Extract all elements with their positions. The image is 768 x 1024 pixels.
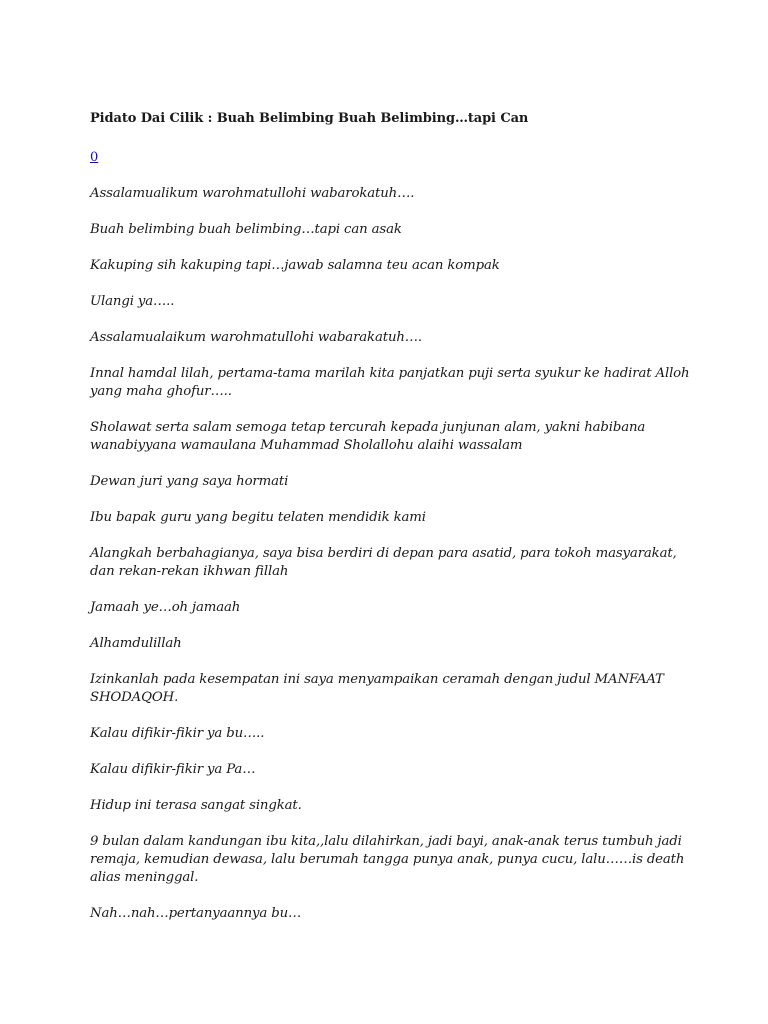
paragraph-11: Jamaah ye…oh jamaah bbox=[90, 600, 241, 615]
paragraph-13: Izinkanlah pada kesempatan ini saya menyampaikan ceramah dengan judul MANFAAT SHODAQOH. bbox=[90, 672, 664, 705]
paragraph-7: Sholawat serta salam semoga tetap tercurah kepada junjunan alam, yakni habibana wanabiyyana wamaulana Muhammad Sholallohu alaihi wassalam bbox=[90, 420, 646, 453]
paragraph-8: Dewan juri yang saya hormati bbox=[90, 474, 289, 489]
paragraph-4: Ulangi ya….. bbox=[90, 294, 175, 309]
paragraph-6: Innal hamdal lilah, pertama-tama marilah kita panjatkan puji serta syukur ke hadirat Alloh yang maha ghofur….. bbox=[90, 366, 690, 399]
paragraph-12: Alhamdulillah bbox=[90, 636, 182, 651]
article bbox=[90, 110, 690, 941]
paragraph-14: Kalau difikir-fikir ya bu….. bbox=[90, 726, 265, 741]
paragraph-17: 9 bulan dalam kandungan ibu kita,,lalu dilahirkan, jadi bayi, anak-anak terus tumbuh jadi remaja, kemudian dewasa, lalu berumah tangga punya anak, punya cucu, lalu……is death alias meninggal. bbox=[90, 834, 685, 885]
paragraph-15: Kalau difikir-fikir ya Pa… bbox=[90, 762, 256, 777]
paragraph-16: Hidup ini terasa sangat singkat. bbox=[90, 798, 302, 813]
comment-count-link[interactable]: 0 bbox=[90, 150, 99, 165]
paragraph-5: Assalamualaikum warohmatullohi wabarakatuh…. bbox=[90, 330, 422, 345]
paragraph-1: Assalamualikum warohmatullohi wabarokatuh…. bbox=[90, 186, 415, 201]
paragraph-3: Kakuping sih kakuping tapi…jawab salamna teu acan kompak bbox=[90, 258, 500, 273]
paragraph-2: Buah belimbing buah belimbing…tapi can asak bbox=[90, 222, 402, 237]
paragraph-10: Alangkah berbahagianya, saya bisa berdiri di depan para asatid, para tokoh masyarakat, dan rekan-rekan ikhwan fillah bbox=[90, 546, 677, 579]
paragraph-18: Nah…nah…pertanyaannya bu… bbox=[90, 906, 302, 921]
article-title: Pidato Dai Cilik : Buah Belimbing Buah Belimbing…tapi Can bbox=[90, 111, 529, 126]
paragraph-9: Ibu bapak guru yang begitu telaten mendidik kami bbox=[90, 510, 426, 525]
